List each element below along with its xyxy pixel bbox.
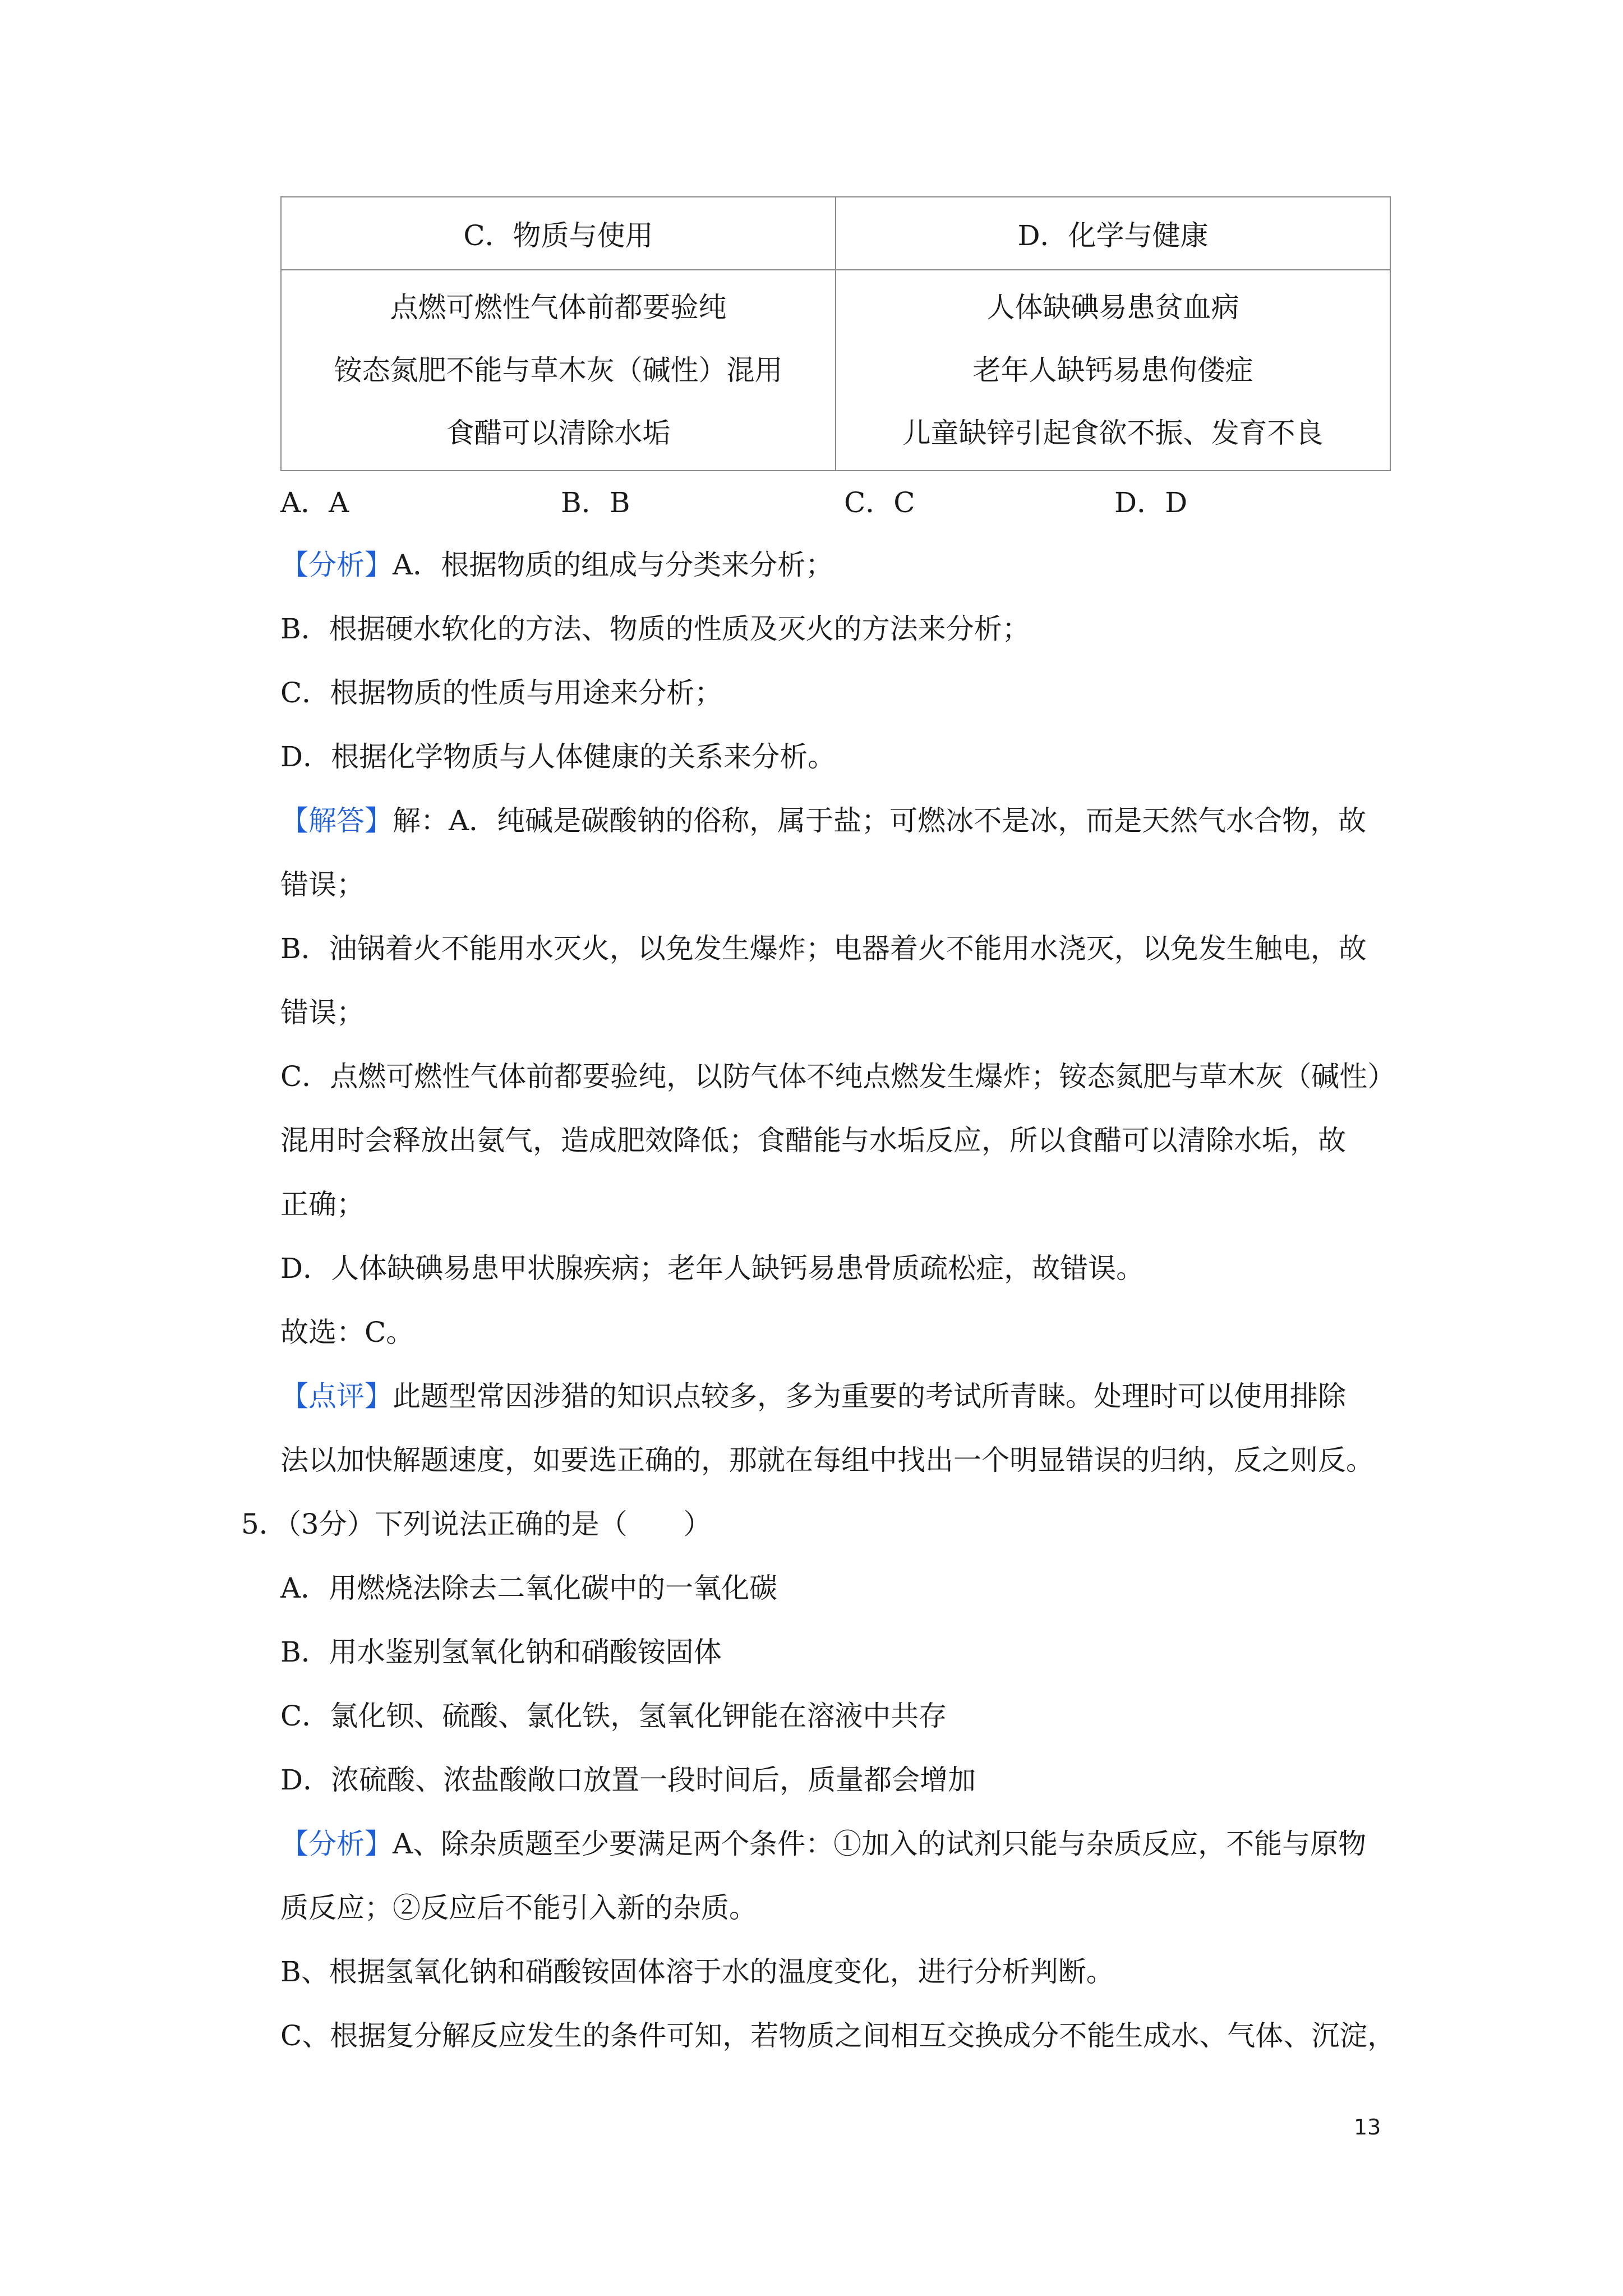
- table-cell-line: 食醋可以清除水垢: [446, 417, 671, 449]
- table-header-c: C．物质与使用: [281, 197, 836, 270]
- analysis-line: D．根据化学物质与人体健康的关系来分析。: [280, 740, 836, 773]
- table-cell-line: 铵态氮肥不能与草木灰（碱性）混用: [334, 354, 783, 386]
- table-cell-line: 点燃可燃性气体前都要验纯: [390, 291, 727, 324]
- analysis-text: A．根据物质的组成与分类来分析；: [393, 549, 834, 581]
- final-choice: 故选：C。: [280, 1316, 414, 1349]
- answer-line: 混用时会释放出氨气，造成肥效降低；食醋能与水垢反应，所以食醋可以清除水垢，故: [280, 1124, 1346, 1157]
- answer-text: 解：A．纯碱是碳酸钠的俗称，属于盐；可燃冰不是冰，而是天然气水合物，故: [393, 804, 1367, 837]
- page-number: 13: [1354, 2115, 1381, 2139]
- table-cell-line: 老年人缺钙易患佝偻症: [972, 354, 1253, 386]
- analysis-tag: 【分析】: [280, 1828, 393, 1860]
- q5-option-c: C．氯化钡、硫酸、氯化铁，氢氧化钾能在溶液中共存: [280, 1700, 947, 1732]
- answer-line: 错误；: [280, 868, 365, 901]
- comment-tag: 【点评】: [280, 1380, 393, 1412]
- comment-line: 法以加快解题速度，如要选正确的，那就在每组中找出一个明显错误的归纳，反之则反。: [280, 1444, 1374, 1476]
- answer-line: D．人体缺碘易患甲状腺疾病；老年人缺钙易患骨质疏松症，故错误。: [280, 1252, 1145, 1285]
- question-5-stem: 5．（3分）下列说法正确的是（ ）: [241, 1508, 712, 1540]
- analysis-text: A、除杂质题至少要满足两个条件：①加入的试剂只能与杂质反应，不能与原物: [393, 1828, 1367, 1860]
- answer-tag: 【解答】: [280, 804, 393, 837]
- choice-c: C．C: [844, 486, 915, 519]
- analysis-line: B．根据硬水软化的方法、物质的性质及灭火的方法来分析；: [280, 613, 1030, 645]
- answer-line: 错误；: [280, 996, 365, 1029]
- analysis-line: C．根据物质的性质与用途来分析；: [280, 677, 723, 709]
- choice-b: B．B: [561, 486, 630, 519]
- q5-option-a: A．用燃烧法除去二氧化碳中的一氧化碳: [280, 1572, 778, 1604]
- choice-a: A．A: [280, 486, 349, 519]
- table-cell-c: [281, 270, 836, 471]
- answer-line: C．点燃可燃性气体前都要验纯，以防气体不纯点燃发生爆炸；铵态氮肥与草木灰（碱性）: [280, 1060, 1396, 1093]
- comment-text: 此题型常因涉猎的知识点较多，多为重要的考试所青睐。处理时可以使用排除: [393, 1380, 1346, 1412]
- table-cell-line: 儿童缺锌引起食欲不振、发育不良: [902, 417, 1324, 449]
- comparison-table: [280, 196, 1391, 471]
- q4-answer: [280, 804, 1366, 838]
- analysis-line: B、根据氢氧化钠和硝酸铵固体溶于水的温度变化，进行分析判断。: [280, 1955, 1114, 1988]
- answer-line: B．油锅着火不能用水灭火，以免发生爆炸；电器着火不能用水浇灭，以免发生触电，故: [280, 932, 1367, 965]
- analysis-line: 质反应；②反应后不能引入新的杂质。: [280, 1892, 757, 1924]
- q4-comment: [280, 1379, 1346, 1413]
- analysis-line: C、根据复分解反应发生的条件可知，若物质之间相互交换成分不能生成水、气体、沉淀，: [280, 2019, 1396, 2052]
- table-header-d: D．化学与健康: [836, 197, 1390, 270]
- q5-analysis: [280, 1827, 1366, 1861]
- q5-option-b: B．用水鉴别氢氧化钠和硝酸铵固体: [280, 1636, 722, 1668]
- answer-line: 正确；: [280, 1188, 365, 1221]
- choice-d: D．D: [1114, 486, 1188, 519]
- table-cell-d: [836, 270, 1390, 471]
- analysis-tag: 【分析】: [280, 549, 393, 581]
- q4-analysis: [280, 548, 833, 582]
- table-cell-line: 人体缺碘易患贫血病: [986, 291, 1239, 324]
- q5-option-d: D．浓硫酸、浓盐酸敞口放置一段时间后，质量都会增加: [280, 1764, 976, 1796]
